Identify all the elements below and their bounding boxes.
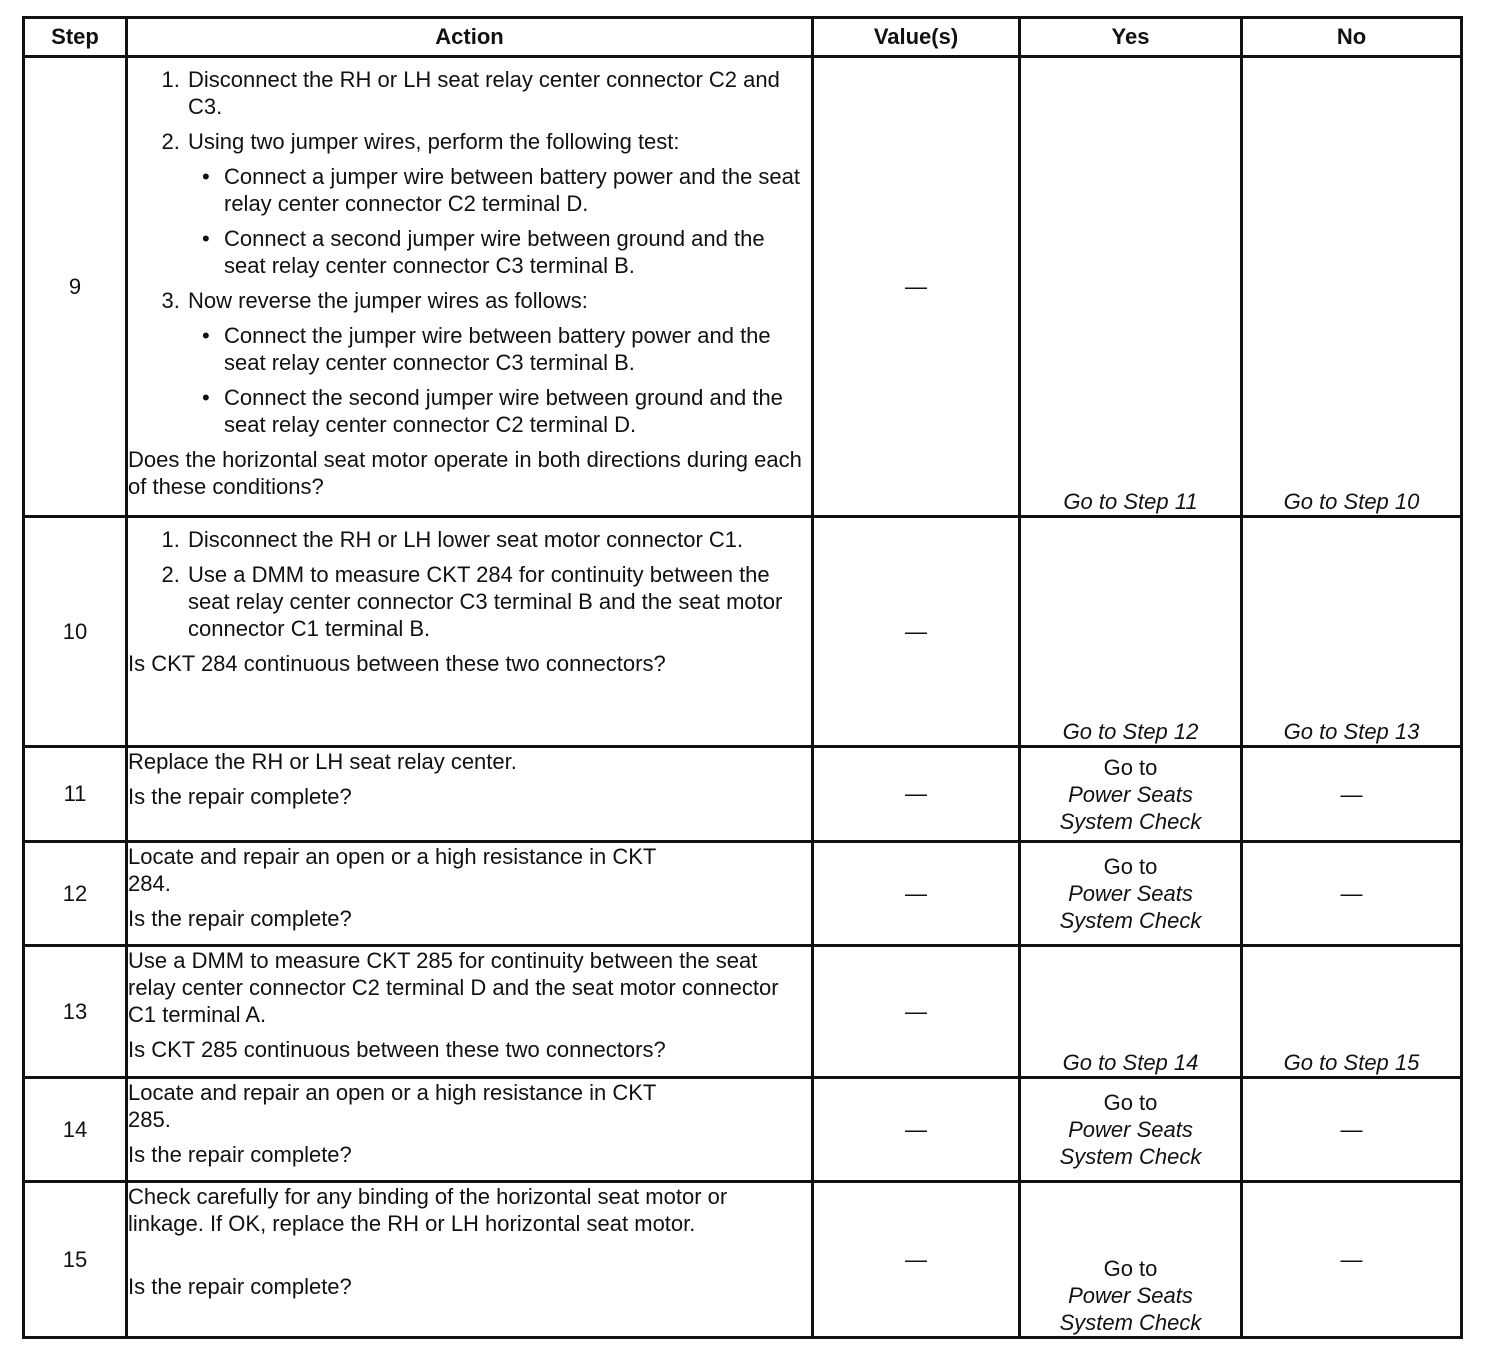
- header-action: Action: [127, 18, 813, 57]
- bullet-list: [188, 163, 811, 279]
- action-question: Is CKT 284 continuous between these two connectors?: [128, 651, 666, 676]
- no-cell: Go to Step 15: [1242, 946, 1462, 1078]
- goto-prefix: Go to: [1103, 1256, 1158, 1281]
- step-number: 10: [24, 517, 127, 747]
- action-question: Is the repair complete?: [128, 784, 352, 809]
- step-number: 15: [24, 1182, 127, 1338]
- bullet-item: • Connect a second jumper wire between ground and the seat relay center connector C3 terminal B.: [224, 225, 811, 279]
- value-cell: —: [813, 517, 1020, 747]
- no-cell: —: [1242, 1182, 1462, 1338]
- table-row-step-13: [24, 946, 1462, 1078]
- action-step: 1. Disconnect the RH or LH lower seat motor connector C1.: [186, 526, 811, 553]
- step-number: 12: [24, 842, 127, 946]
- value-cell: —: [813, 1078, 1020, 1182]
- header-values: Value(s): [813, 18, 1020, 57]
- value-cell: —: [813, 946, 1020, 1078]
- yes-cell: Go to Step 11: [1020, 57, 1242, 517]
- action-text: Locate and repair an open or a high resistance in CKT 285.: [128, 1080, 656, 1132]
- table-row-step-12: [24, 842, 1462, 946]
- action-question: Is the repair complete?: [128, 1142, 352, 1167]
- table-row-step-15: [24, 1182, 1462, 1338]
- yes-cell: [1020, 747, 1242, 842]
- goto-prefix: Go to: [1103, 1090, 1158, 1115]
- value-cell: —: [813, 57, 1020, 517]
- action-cell: [127, 946, 813, 1078]
- step-number: 14: [24, 1078, 127, 1182]
- no-cell: —: [1242, 747, 1462, 842]
- goto-target: System Check: [1059, 1310, 1202, 1335]
- action-question: Is CKT 285 continuous between these two connectors?: [128, 1037, 666, 1062]
- action-text: Locate and repair an open or a high resistance in CKT 284.: [128, 844, 656, 896]
- header-yes: Yes: [1020, 18, 1242, 57]
- action-step: 2. Use a DMM to measure CKT 284 for continuity between the seat relay center connector C3 terminal B and the seat motor connector C1 terminal B.: [186, 561, 811, 642]
- action-question: Is the repair complete?: [128, 1274, 352, 1299]
- yes-cell: Go to Step 12: [1020, 517, 1242, 747]
- yes-cell: Go to Step 14: [1020, 946, 1242, 1078]
- table-row-step-9: [24, 57, 1462, 517]
- action-step: 3. Now reverse the jumper wires as follows: • Connect the jumper wire between battery power and the seat relay center connector C3 terminal B. • Connect the second jumper wire between ground and the seat relay center connector C2 terminal D.: [186, 287, 811, 438]
- action-cell: [127, 842, 813, 946]
- value-cell: —: [813, 1182, 1020, 1338]
- action-steps: [128, 526, 811, 642]
- goto-target: System Check: [1059, 908, 1202, 933]
- yes-cell: [1020, 1078, 1242, 1182]
- bullet-item: • Connect a jumper wire between battery power and the seat relay center connector C2 terminal D.: [224, 163, 811, 217]
- diagnostic-table: [22, 16, 1463, 1339]
- bullet-item: • Connect the jumper wire between battery power and the seat relay center connector C3 terminal B.: [224, 322, 811, 376]
- goto-prefix: Go to: [1103, 854, 1158, 879]
- action-text: Check carefully for any binding of the horizontal seat motor or linkage. If OK, replace the RH or LH horizontal seat motor.: [128, 1184, 728, 1236]
- no-cell: —: [1242, 842, 1462, 946]
- step-number: 11: [24, 747, 127, 842]
- value-cell: —: [813, 747, 1020, 842]
- goto-target: Power Seats: [1068, 781, 1193, 807]
- no-cell: Go to Step 10: [1242, 57, 1462, 517]
- table-row-step-14: [24, 1078, 1462, 1182]
- action-cell: [127, 1182, 813, 1338]
- bullet-item: • Connect the second jumper wire between ground and the seat relay center connector C2 terminal D.: [224, 384, 811, 438]
- goto-target: System Check: [1059, 808, 1202, 834]
- header-no: No: [1242, 18, 1462, 57]
- action-question: Is the repair complete?: [128, 906, 352, 931]
- goto-target: Power Seats: [1068, 1283, 1193, 1308]
- no-cell: Go to Step 13: [1242, 517, 1462, 747]
- header-row: [24, 18, 1462, 57]
- action-question: Does the horizontal seat motor operate in both directions during each of these conditions?: [128, 447, 802, 499]
- step-number: 9: [24, 57, 127, 517]
- no-cell: —: [1242, 1078, 1462, 1182]
- action-step: 2. Using two jumper wires, perform the following test: • Connect a jumper wire between battery power and the seat relay center connector C2 terminal D. • Connect a second jumper wire between ground and the seat relay center connector C3 terminal B.: [186, 128, 811, 279]
- goto-target: System Check: [1059, 1144, 1202, 1169]
- action-text: Replace the RH or LH seat relay center.: [128, 749, 517, 774]
- action-cell: [127, 747, 813, 842]
- value-cell: —: [813, 842, 1020, 946]
- action-steps: [128, 66, 811, 438]
- goto-prefix: Go to: [1103, 754, 1158, 780]
- step-number: 13: [24, 946, 127, 1078]
- action-step: 1. Disconnect the RH or LH seat relay center connector C2 and C3.: [186, 66, 811, 120]
- action-text: Use a DMM to measure CKT 285 for continuity between the seat relay center connector C2 terminal D and the seat motor connector C1 terminal A.: [128, 948, 779, 1027]
- yes-cell: [1020, 1182, 1242, 1338]
- goto-target: Power Seats: [1068, 1117, 1193, 1142]
- action-cell: [127, 1078, 813, 1182]
- action-cell: [127, 57, 813, 517]
- table-row-step-10: [24, 517, 1462, 747]
- header-step: Step: [24, 18, 127, 57]
- action-cell: [127, 517, 813, 747]
- goto-target: Power Seats: [1068, 881, 1193, 906]
- yes-cell: [1020, 842, 1242, 946]
- table-row-step-11: [24, 747, 1462, 842]
- bullet-list: [188, 322, 811, 438]
